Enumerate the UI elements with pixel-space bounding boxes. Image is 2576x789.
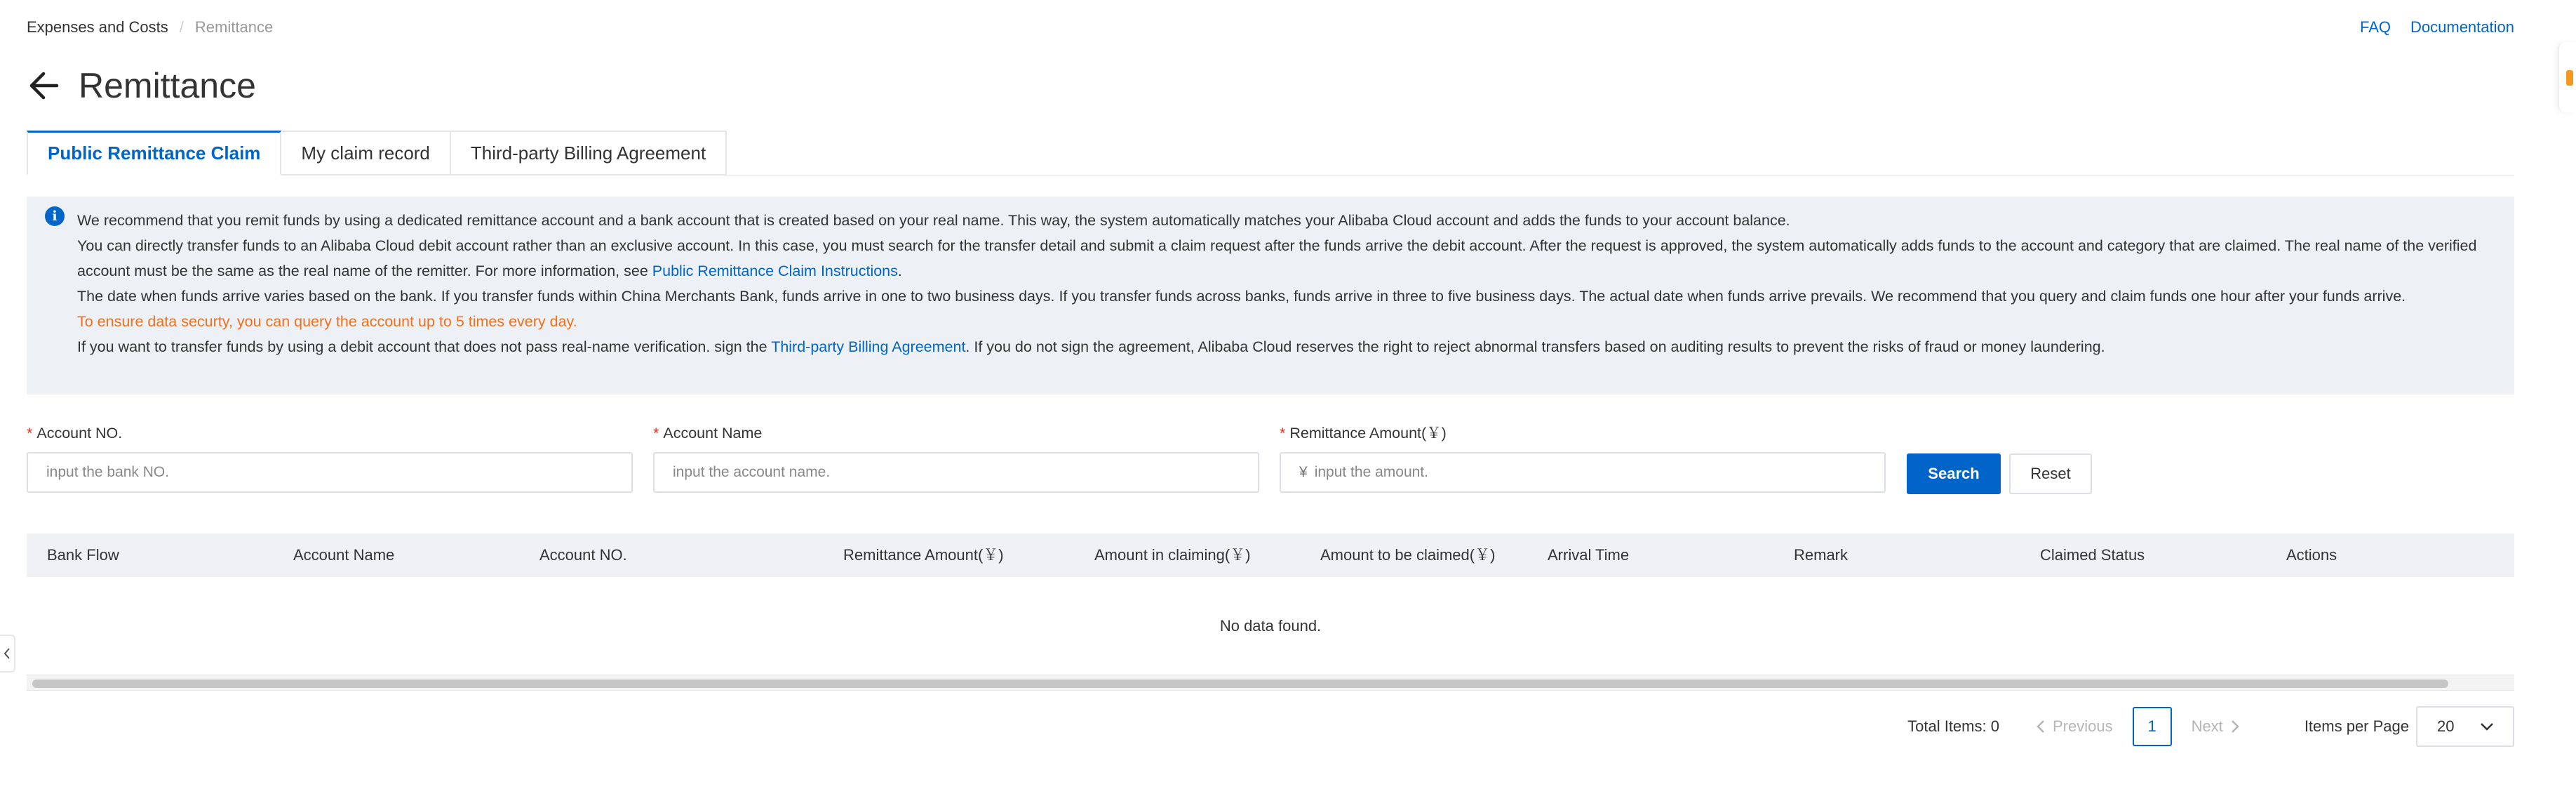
page-header [27,63,256,108]
documentation-link[interactable]: Documentation [2410,18,2514,36]
header-links [2360,18,2514,37]
search-button[interactable]: Search [1907,453,2001,494]
items-per-page-select[interactable] [2416,706,2514,747]
breadcrumb [27,18,273,37]
public-remittance-claim-instructions-link[interactable]: Public Remittance Claim Instructions [652,263,898,279]
pagination [1907,706,2514,747]
help-widget-icon [2566,70,2573,86]
breadcrumb-separator: / [179,18,184,36]
previous-label: Previous [2052,717,2113,735]
column-amount-in-claiming: Amount in claiming(￥) [1094,546,1251,564]
remittance-table [27,533,2514,691]
chevron-left-icon [3,647,11,661]
column-amount-to-be-claimed: Amount to be claimed(￥) [1320,546,1496,564]
notice-line-3: The date when funds arrive varies based on the bank. If you transfer funds within China Merchants Bank, funds arrive in one to two business days. If you transfer funds across banks, funds arrive in three to five business days. The actual date when funds arrive prevails. We recommend that you query and claim funds one hour after your funds arrive. [77,288,2406,305]
tab-my-claim-record[interactable]: My claim record [281,131,450,175]
info-notice [27,197,2514,394]
account-no-field [27,421,633,493]
tab-public-remittance-claim[interactable]: Public Remittance Claim [27,131,281,175]
remittance-amount-wrapper [1280,452,1886,493]
account-name-field [653,421,1259,493]
notice-line-5-start: If you want to transfer funds by using a debit account that does not pass real-name verification. sign the [77,338,772,355]
account-name-input[interactable] [653,452,1259,493]
notice-warning: To ensure data securty, you can query the account up to 5 times every day. [77,313,577,330]
remittance-amount-field [1280,421,1886,493]
third-party-billing-agreement-link[interactable]: Third-party Billing Agreement [771,338,966,355]
table-empty-state: No data found. [27,577,2514,675]
remittance-amount-label: * Remittance Amount(￥) [1280,425,1447,442]
column-bank-flow: Bank Flow [47,546,119,564]
scrollbar-thumb[interactable] [32,679,2448,688]
breadcrumb-item-remittance: Remittance [194,18,274,36]
chevron-down-icon [2479,722,2495,731]
table-header [27,533,2514,577]
notice-line-2 [77,233,2486,284]
column-account-no: Account NO. [539,546,627,564]
search-form [27,421,2514,498]
column-remark: Remark [1794,546,1849,564]
items-per-page-label: Items per Page [2304,717,2409,735]
currency-prefix: ¥ [1299,464,1308,480]
column-remittance-amount: Remittance Amount(￥) [843,546,1004,564]
total-items: Total Items: 0 [1907,717,1999,735]
notice-line-2-end: . [897,263,902,279]
required-mark: * [27,425,33,442]
page-button-current[interactable]: 1 [2133,707,2172,746]
floating-help-widget[interactable] [2558,42,2576,112]
chevron-left-icon [2036,719,2046,734]
column-account-name: Account Name [293,546,395,564]
account-no-label: * Account NO. [27,425,123,442]
tab-third-party-billing-agreement[interactable]: Third-party Billing Agreement [451,131,727,175]
tab-bar [27,131,2514,175]
next-label: Next [2191,717,2223,735]
page-title: Remittance [79,66,256,105]
next-page-button[interactable] [2192,717,2240,736]
notice-line-5 [77,334,2486,359]
required-mark: * [1280,425,1286,442]
notice-line-2-text: You can directly transfer funds to an Alibaba Cloud debit account rather than an exclusive account. In this case, you must search for the transfer detail and submit a claim request after the funds arrive the debit account. After the request is approved, the system automatically adds funds to the account and category that are claimed. The real name of the verified account must be the same as the real name of the remitter. For more information, see [77,237,2477,279]
account-no-input[interactable] [27,452,633,493]
column-arrival-time: Arrival Time [1548,546,1630,564]
column-claimed-status: Claimed Status [2040,546,2145,564]
account-name-label: * Account Name [653,425,763,442]
breadcrumb-item-expenses[interactable]: Expenses and Costs [27,18,168,36]
previous-page-button[interactable] [2036,717,2113,736]
reset-button[interactable]: Reset [2009,453,2092,494]
items-per-page-value: 20 [2437,717,2455,735]
faq-link[interactable]: FAQ [2360,18,2391,36]
notice-line-5-end: . If you do not sign the agreement, Alibaba Cloud reserves the right to reject abnormal transfers based on auditing results to prevent the risks of fraud or money laundering. [965,338,2105,355]
required-mark: * [653,425,659,442]
remittance-amount-input[interactable] [1315,464,1862,481]
info-icon: i [45,206,65,226]
horizontal-scrollbar[interactable] [27,675,2514,691]
sidebar-toggle[interactable] [0,635,15,672]
chevron-right-icon [2230,719,2240,734]
top-bar [27,15,2514,39]
notice-line-1: We recommend that you remit funds by using a dedicated remittance account and a bank account that is created based on your real name. This way, the system automatically matches your Alibaba Cloud account and adds the funds to your account balance. [77,212,1790,229]
column-actions: Actions [2286,546,2337,564]
arrow-left-icon[interactable] [27,69,60,102]
